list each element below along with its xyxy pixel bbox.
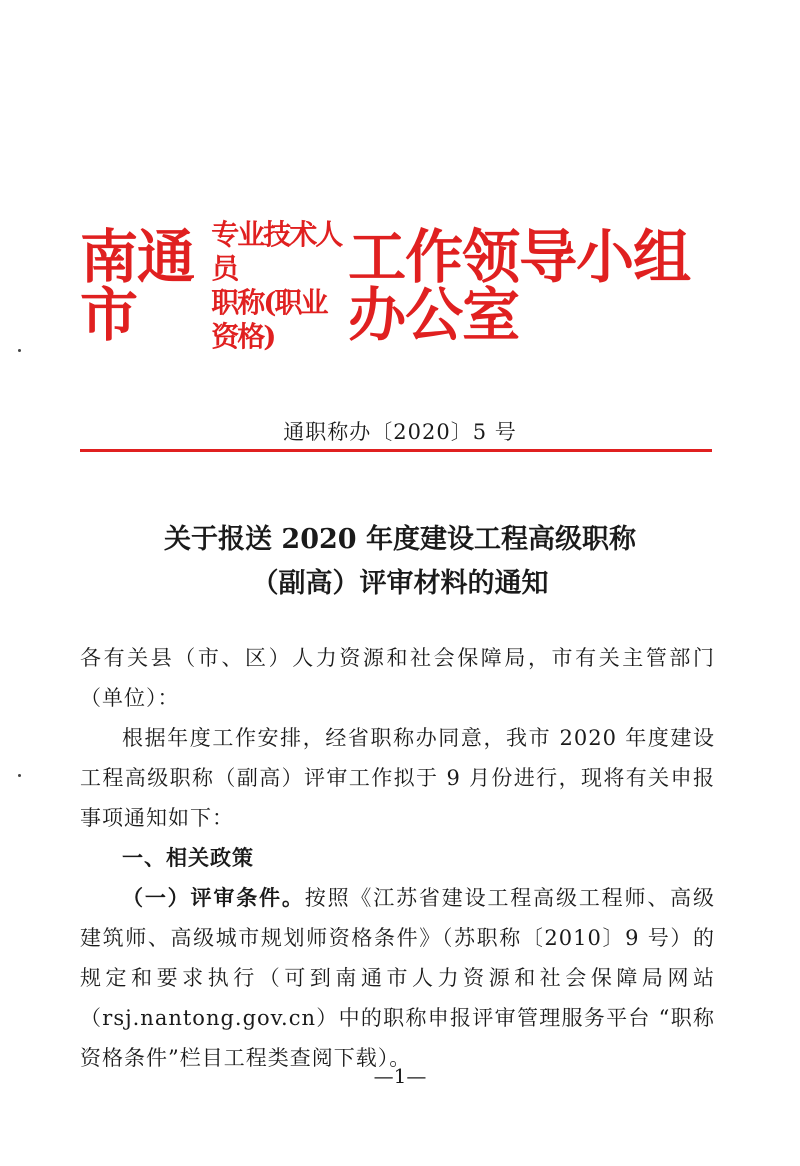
scan-speck	[18, 774, 21, 777]
title-line-1: 关于报送 2020 年度建设工程高级职称	[164, 524, 636, 555]
page-number: —1—	[373, 1064, 427, 1088]
scan-speck	[18, 349, 21, 352]
red-divider-line	[80, 449, 712, 452]
letterhead-office: 工作领导小组办公室	[348, 223, 691, 349]
intro-paragraph: 根据年度工作安排，经省职称办同意，我市 2020 年度建设工程高级职称（副高）评审工作拟于 9 月份进行，现将有关申报事项通知如下：	[80, 726, 715, 830]
section-heading: 一、相关政策	[122, 846, 254, 870]
letterhead-stack-top: 专业技术人员	[211, 217, 342, 285]
item-1-text: 按照《江苏省建设工程高级工程师、高级建筑师、高级城市规划师资格条件》（苏职称〔2010〕9 号）的规定和要求执行（可到南通市人力资源和社会保障局网站（rsj.nantong.gov.cn）中的职称申报评审管理服务平台 “职称资格条件”栏目工程类查阅下载）。	[80, 886, 716, 1070]
letterhead-city: 南通市	[80, 223, 195, 349]
document-body	[80, 638, 715, 1078]
title-line-2: （副高）评审材料的通知	[251, 568, 549, 599]
letterhead	[80, 217, 730, 354]
document-number: 通职称办〔2020〕5 号	[283, 420, 517, 444]
item-1-paragraph	[80, 878, 715, 1078]
letterhead-stacked-text	[211, 218, 344, 355]
document-title	[0, 518, 800, 606]
letterhead-stack-bottom: 职称(职业资格)	[211, 286, 327, 354]
salutation: 各有关县（市、区）人力资源和社会保障局，市有关主管部门（单位）：	[80, 646, 715, 710]
item-1-lead: （一）评审条件。	[122, 885, 305, 910]
